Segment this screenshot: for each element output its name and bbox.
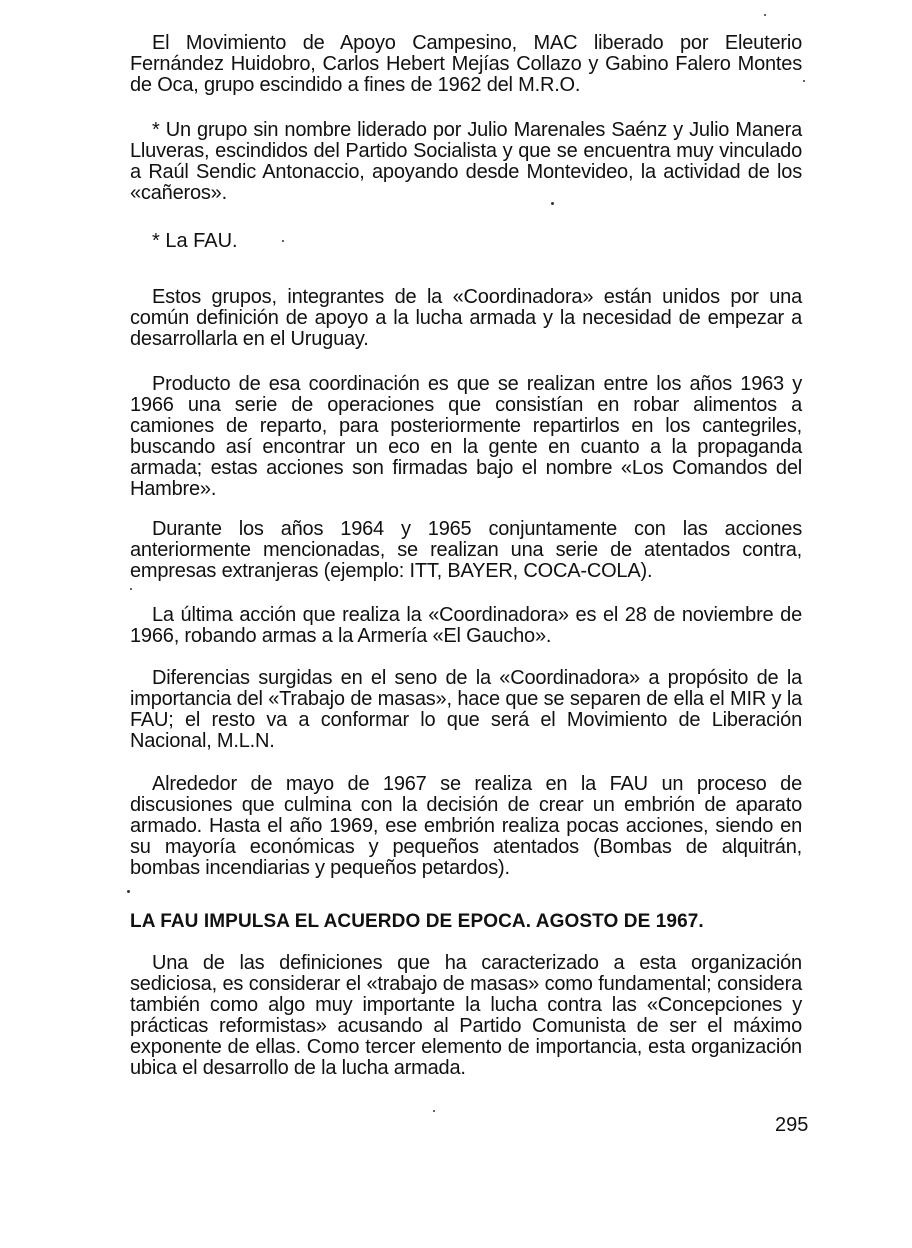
paragraph-diferencias — [130, 668, 802, 752]
paragraph-text: Alrededor de mayo de 1967 se realiza en la FAU un proceso de discusiones que culmina con la decisión de crear un embrión de aparato armado. Hasta el año 1969, ese embrión realiza pocas acciones, siendo en su mayoría económicas y pequeños atentados (Bombas de alquitrán, bombas incendiarias y pequeños petardos). — [130, 773, 802, 879]
paragraph-text: La última acción que realiza la «Coordinadora» es el 28 de noviembre de 1966, robando armas a la Armería «El Gaucho». — [130, 604, 802, 647]
bullet-fau — [152, 231, 238, 252]
section-heading: LA FAU IMPULSA EL ACUERDO DE EPOCA. AGOSTO DE 1967. — [130, 911, 704, 932]
paragraph-text: Durante los años 1964 y 1965 conjuntamente con las acciones anteriormente mencionadas, se realizan una serie de atentados contra, empresas extranjeras (ejemplo: ITT, BAYER, COCA-COLA). — [130, 518, 802, 582]
paragraph-text: Producto de esa coordinación es que se realizan entre los años 1963 y 1966 una serie de operaciones que consistían en robar alimentos a camiones de reparto, para posteriormente repartirlos en los cantegriles, buscando así encontrar un eco en la gente en cuanto a la propaganda armada; estas acciones son firmadas bajo el nombre «Los Comandos del Hambre». — [130, 373, 802, 500]
paragraph-atentados — [130, 519, 802, 582]
paragraph-operaciones — [130, 374, 802, 500]
paragraph-ultima-accion — [130, 605, 802, 647]
scan-speck — [551, 202, 554, 205]
paragraph-mac — [130, 33, 802, 96]
page-number: 295 — [775, 1114, 809, 1136]
paragraph-text: * Un grupo sin nombre liderado por Julio Marenales Saénz y Julio Manera Lluveras, escindidos del Partido Socialista y que se encuentra muy vinculado a Raúl Sendic Antonaccio, apoyando desde Montevideo, la actividad de los «cañeros». — [130, 119, 802, 204]
paragraph-text: Diferencias surgidas en el seno de la «Coordinadora» a propósito de la importancia del «Trabajo de masas», hace que se separen de ella el MIR y la FAU; el resto va a conformar lo que será el Movimiento de Liberación Nacional, M.L.N. — [130, 667, 802, 752]
paragraph-text: El Movimiento de Apoyo Campesino, MAC liberado por Eleuterio Fernández Huidobro, Carlos Hebert Mejías Collazo y Gabino Falero Montes de Oca, grupo escindido a fines de 1962 del M.R.O. — [130, 32, 802, 96]
scan-speck — [130, 588, 132, 590]
bullet-text: * La FAU. — [152, 230, 238, 252]
paragraph-text: Una de las definiciones que ha caracterizado a esta organización sediciosa, es considerar el «trabajo de masas» como fundamental; considera también como algo muy importante la lucha contra las «Concepciones y prácticas reformistas» acusando al Partido Comunista de ser el máximo exponente de ellas. Como tercer elemento de importancia, esta organización ubica el desarrollo de la lucha armada. — [130, 952, 802, 1079]
scan-speck — [127, 890, 130, 893]
paragraph-mayo-1967 — [130, 774, 802, 879]
scan-speck — [764, 14, 766, 16]
paragraph-text: Estos grupos, integrantes de la «Coordinadora» están unidos por una común definición de apoyo a la lucha armada y la necesidad de empezar a desarrollarla en el Uruguay. — [130, 286, 802, 350]
scan-speck — [803, 80, 805, 82]
paragraph-coordinadora — [130, 287, 802, 350]
scan-speck — [433, 1110, 435, 1112]
paragraph-unnamed-group — [130, 120, 802, 204]
paragraph-definiciones — [130, 953, 802, 1079]
scan-speck — [282, 240, 284, 242]
